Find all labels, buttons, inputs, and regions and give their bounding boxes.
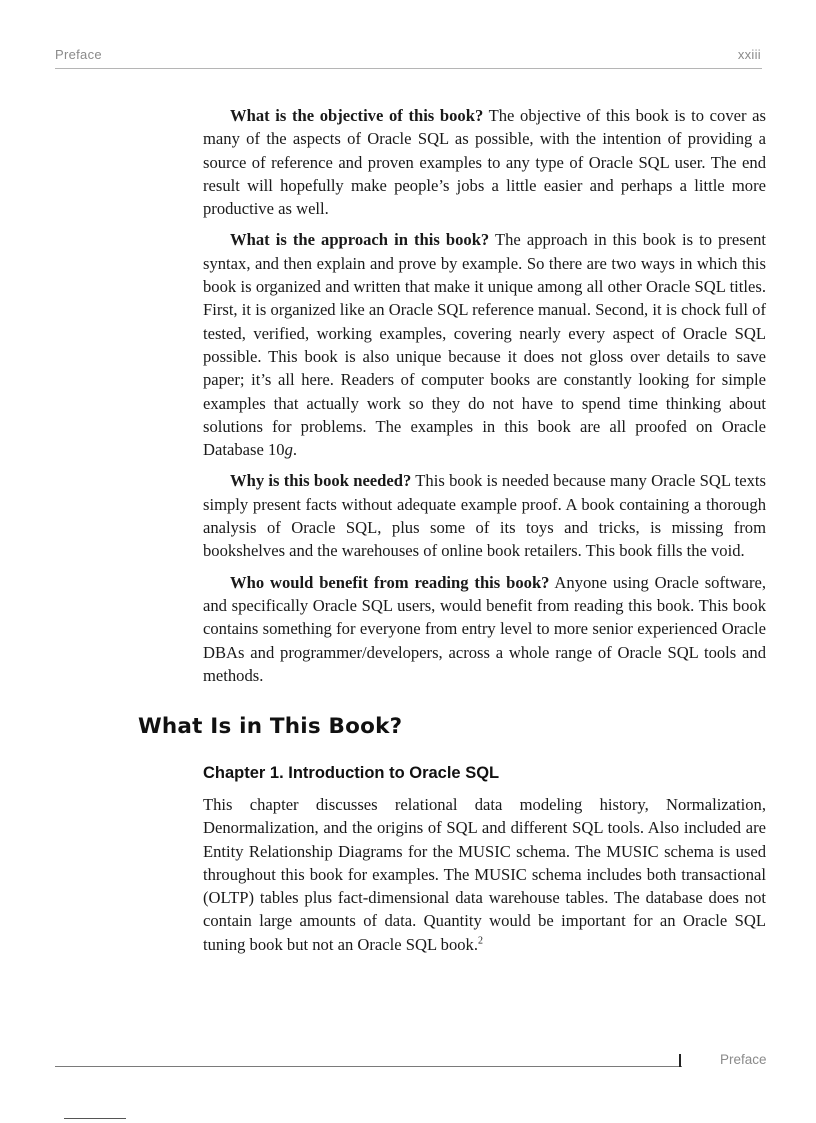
footer-rule (55, 1066, 682, 1067)
crop-mark (64, 1118, 126, 1119)
paragraph-lead: What is the approach in this book? (230, 230, 490, 250)
footnote-reference: 2 (478, 935, 483, 947)
preface-body (203, 104, 766, 695)
chapter-text (203, 793, 766, 956)
paragraph-text: Anyone using Oracle software, and specifically Oracle SQL users, would benefit from reading this book. This book contains something for everyone from entry level to more senior experienced Oracle DBAs and programmer/developers, across a whole range of Oracle SQL tools and methods. (203, 572, 766, 685)
page-number: xxiii (737, 47, 761, 62)
header-rule (55, 68, 762, 69)
section-heading: What Is in This Book? (138, 714, 403, 739)
chapter-heading: Chapter 1. Introduction to Oracle SQL (203, 764, 500, 782)
chapter-description: This chapter discusses relational data modeling history, Normalization, Denormalization, and the origins of SQL and different SQL tools. Also included are Entity Relationship Diagrams for the MUSIC schema. The MUSIC schema is used throughout this book for examples. The MUSIC schema includes both transactional (OLTP) tables plus fact-dimensional data warehouse tables. The database does not contain large amounts of data. Quantity would be important for an Oracle SQL tuning book but not an Oracle SQL book. (203, 795, 766, 954)
version-suffix: g (284, 440, 293, 460)
paragraph-audience (203, 571, 766, 687)
paragraph-lead: What is the objective of this book? (230, 106, 484, 125)
running-header-title: Preface (55, 47, 102, 62)
paragraph-objective (203, 104, 766, 220)
chapter-summary (203, 764, 766, 956)
paragraph-lead: Who would benefit from reading this book? (230, 572, 550, 592)
paragraph-text: The objective of this book is to cover as many of the aspects of Oracle SQL as possible, with the intention of providing a source of reference and proven examples to any type of Oracle SQL user. The end result will hopefully make people’s jobs a little easier and perhaps a little more productive as well. (203, 106, 766, 219)
paragraph-text: The approach in this book is to present syntax, and then explain and prove by example. So there are two ways in which this book is organized and written that make it unique among all other Oracle SQL titles. First, it is organized like an Oracle SQL reference manual. Second, it is chock full of tested, verified, working examples, covering nearly every aspect of Oracle SQL possible. This book is also unique because it does not gloss over details to save paper; it’s all here. Readers of computer books are constantly looking for simple examples that actually work so they do not have to spend time thinking about solutions for problems. The examples in this book are all proofed on Oracle Database 10 (203, 230, 766, 460)
paragraph-lead: Why is this book needed? (230, 471, 412, 491)
paragraph-need (203, 469, 766, 562)
paragraph-approach (203, 228, 766, 461)
paragraph-end: . (292, 440, 298, 460)
footer-marker (679, 1054, 681, 1067)
paragraph-text: This book is needed because many Oracle SQL texts simply present facts without adequate example proof. A book containing a thorough analysis of Oracle SQL, plus some of its toys and tricks, is missing from bookshelves and the warehouses of online book retailers. This book fills the void. (203, 471, 766, 561)
running-footer-title: Preface (720, 1052, 767, 1067)
